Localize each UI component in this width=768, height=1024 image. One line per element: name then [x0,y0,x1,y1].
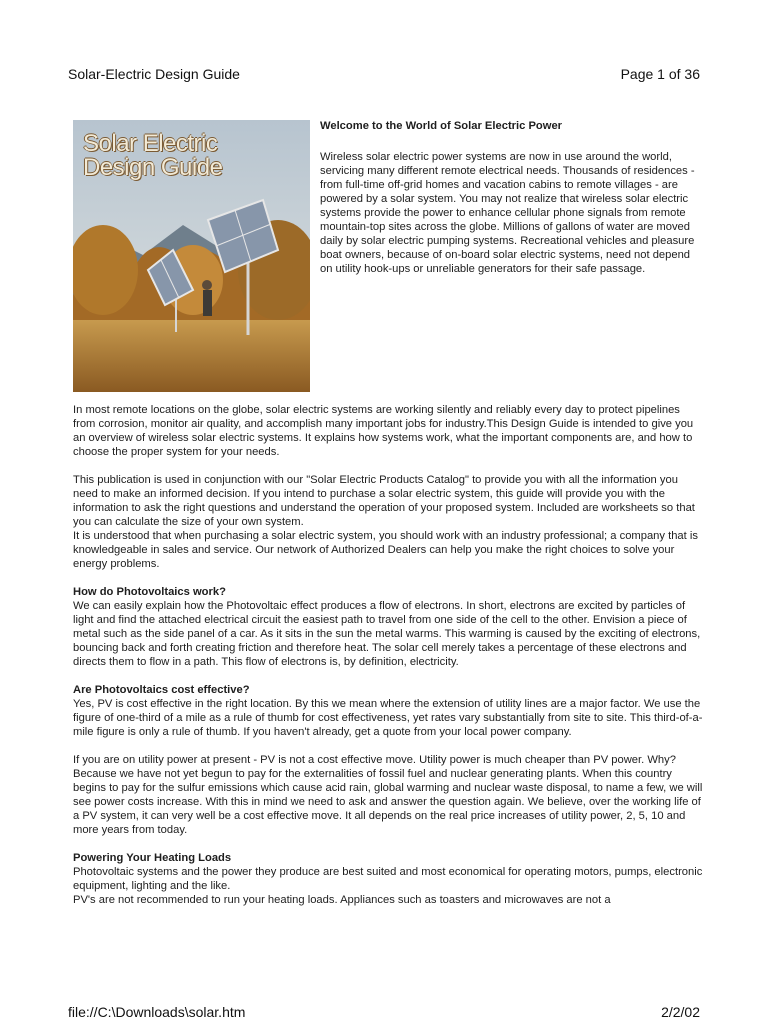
cover-title [83,132,222,180]
intro-paragraph: Wireless solar electric power systems are now in use around the world, servicing many different remote electrical needs. Thousands of residences - from full-time off-grid homes and vacation cabins to remote villages - are powered by a solar system. You may not realize that wireless solar electric systems provide the power to enhance cellular phone signals from remote mountain-top sites across the globe. Millions of gallons of water are moved daily by solar electric pumping systems. Recreational vehicles and pleasure boat owners, because of on-board solar electric systems, need not depend on utility hook-ups or unreliable generators for their safe passage. [320,151,695,275]
header-title: Solar-Electric Design Guide [68,66,240,82]
cover-image [73,120,310,392]
section-text-heating-loads: Photovoltaic systems and the power they produce are best suited and most economical for operating motors, pumps, electronic equipment, lighting and the like. [73,866,703,892]
section-heading-photovoltaics-work: How do Photovoltaics work? [73,586,226,598]
section-heading-cost-effective: Are Photovoltaics cost effective? [73,684,250,696]
intro-section [320,119,705,290]
cover-title-line-2: Design Guide [83,154,223,181]
footer-file-path: file://C:\Downloads\solar.htm [68,1004,246,1020]
main-content [73,403,703,907]
section-text-cost-effective-2: If you are on utility power at present - PV is not a cost effective move. Utility power is much cheaper than PV power. Why? Because we have not yet begun to pay for the externalities of fossil fuel and nuclear generating plants. When this country begins to pay for the sulfur emissions which cause acid rain, global warming and nuclear waste disposal, to name a few, we will see power costs increase. With this in mind we need to ask and answer the question again. We believe, over the working life of a PV system, it can very well be a cost effective move. It all depends on the real price increases of utility power, 2, 5, 10 and more years from today. [73,754,703,836]
cover-title-line-1: Solar Electric [83,130,218,157]
page-number: Page 1 of 36 [620,66,700,82]
paragraph-1: In most remote locations on the globe, solar electric systems are working silently and reliably every day to protect pipelines from corrosion, monitor air quality, and accomplish many important jobs for industry.This Design Guide is intended to give you an overview of wireless solar electric systems. It explains how systems work, what the important components are, and how to choose the proper system for your needs. [73,404,694,458]
section-text-heating-loads-2: PV's are not recommended to run your heating loads. Appliances such as toasters and microwaves are not a [73,894,611,906]
section-text-photovoltaics-work: We can easily explain how the Photovoltaic effect produces a flow of electrons. In short, electrons are excited by particles of light and find the attached electrical circuit the easiest path to travel from one side of the cell to the other. Envision a piece of metal such as the side panel of a car. As it sits in the sun the metal warms. This warming is caused by the exciting of electrons, bouncing back and forth creating friction and therefore heat. The solar cell merely takes a percentage of these electrons and directs them to flow in a path. This flow of electrons is, by definition, electricity. [73,600,701,668]
intro-heading: Welcome to the World of Solar Electric Power [320,120,563,132]
paragraph-2: This publication is used in conjunction with our "Solar Electric Products Catalog" to provide you with all the information you need to make an informed decision. If you intend to purchase a solar electric system, this guide will provide you with the information to ask the right questions and understand the operation of your proposed system. Included are worksheets so that you can calculate the size of your own system. [73,474,695,528]
section-heading-heating-loads: Powering Your Heating Loads [73,852,232,864]
section-text-cost-effective: Yes, PV is cost effective in the right location. By this we mean where the extension of utility lines are a major factor. We use the figure of one-third of a mile as a rule of thumb for cost effectiveness, yet rates vary substantially from site to site. This third-of-a-mile figure is only a rule of thumb. If you haven't already, get a quote from your local power company. [73,698,703,738]
footer-date: 2/2/02 [661,1004,700,1020]
paragraph-3: It is understood that when purchasing a solar electric system, you should work with an industry professional; a company that is knowledgeable in sales and service. Our network of Authorized Dealers can help you make the right choices to solve your energy problems. [73,530,698,570]
